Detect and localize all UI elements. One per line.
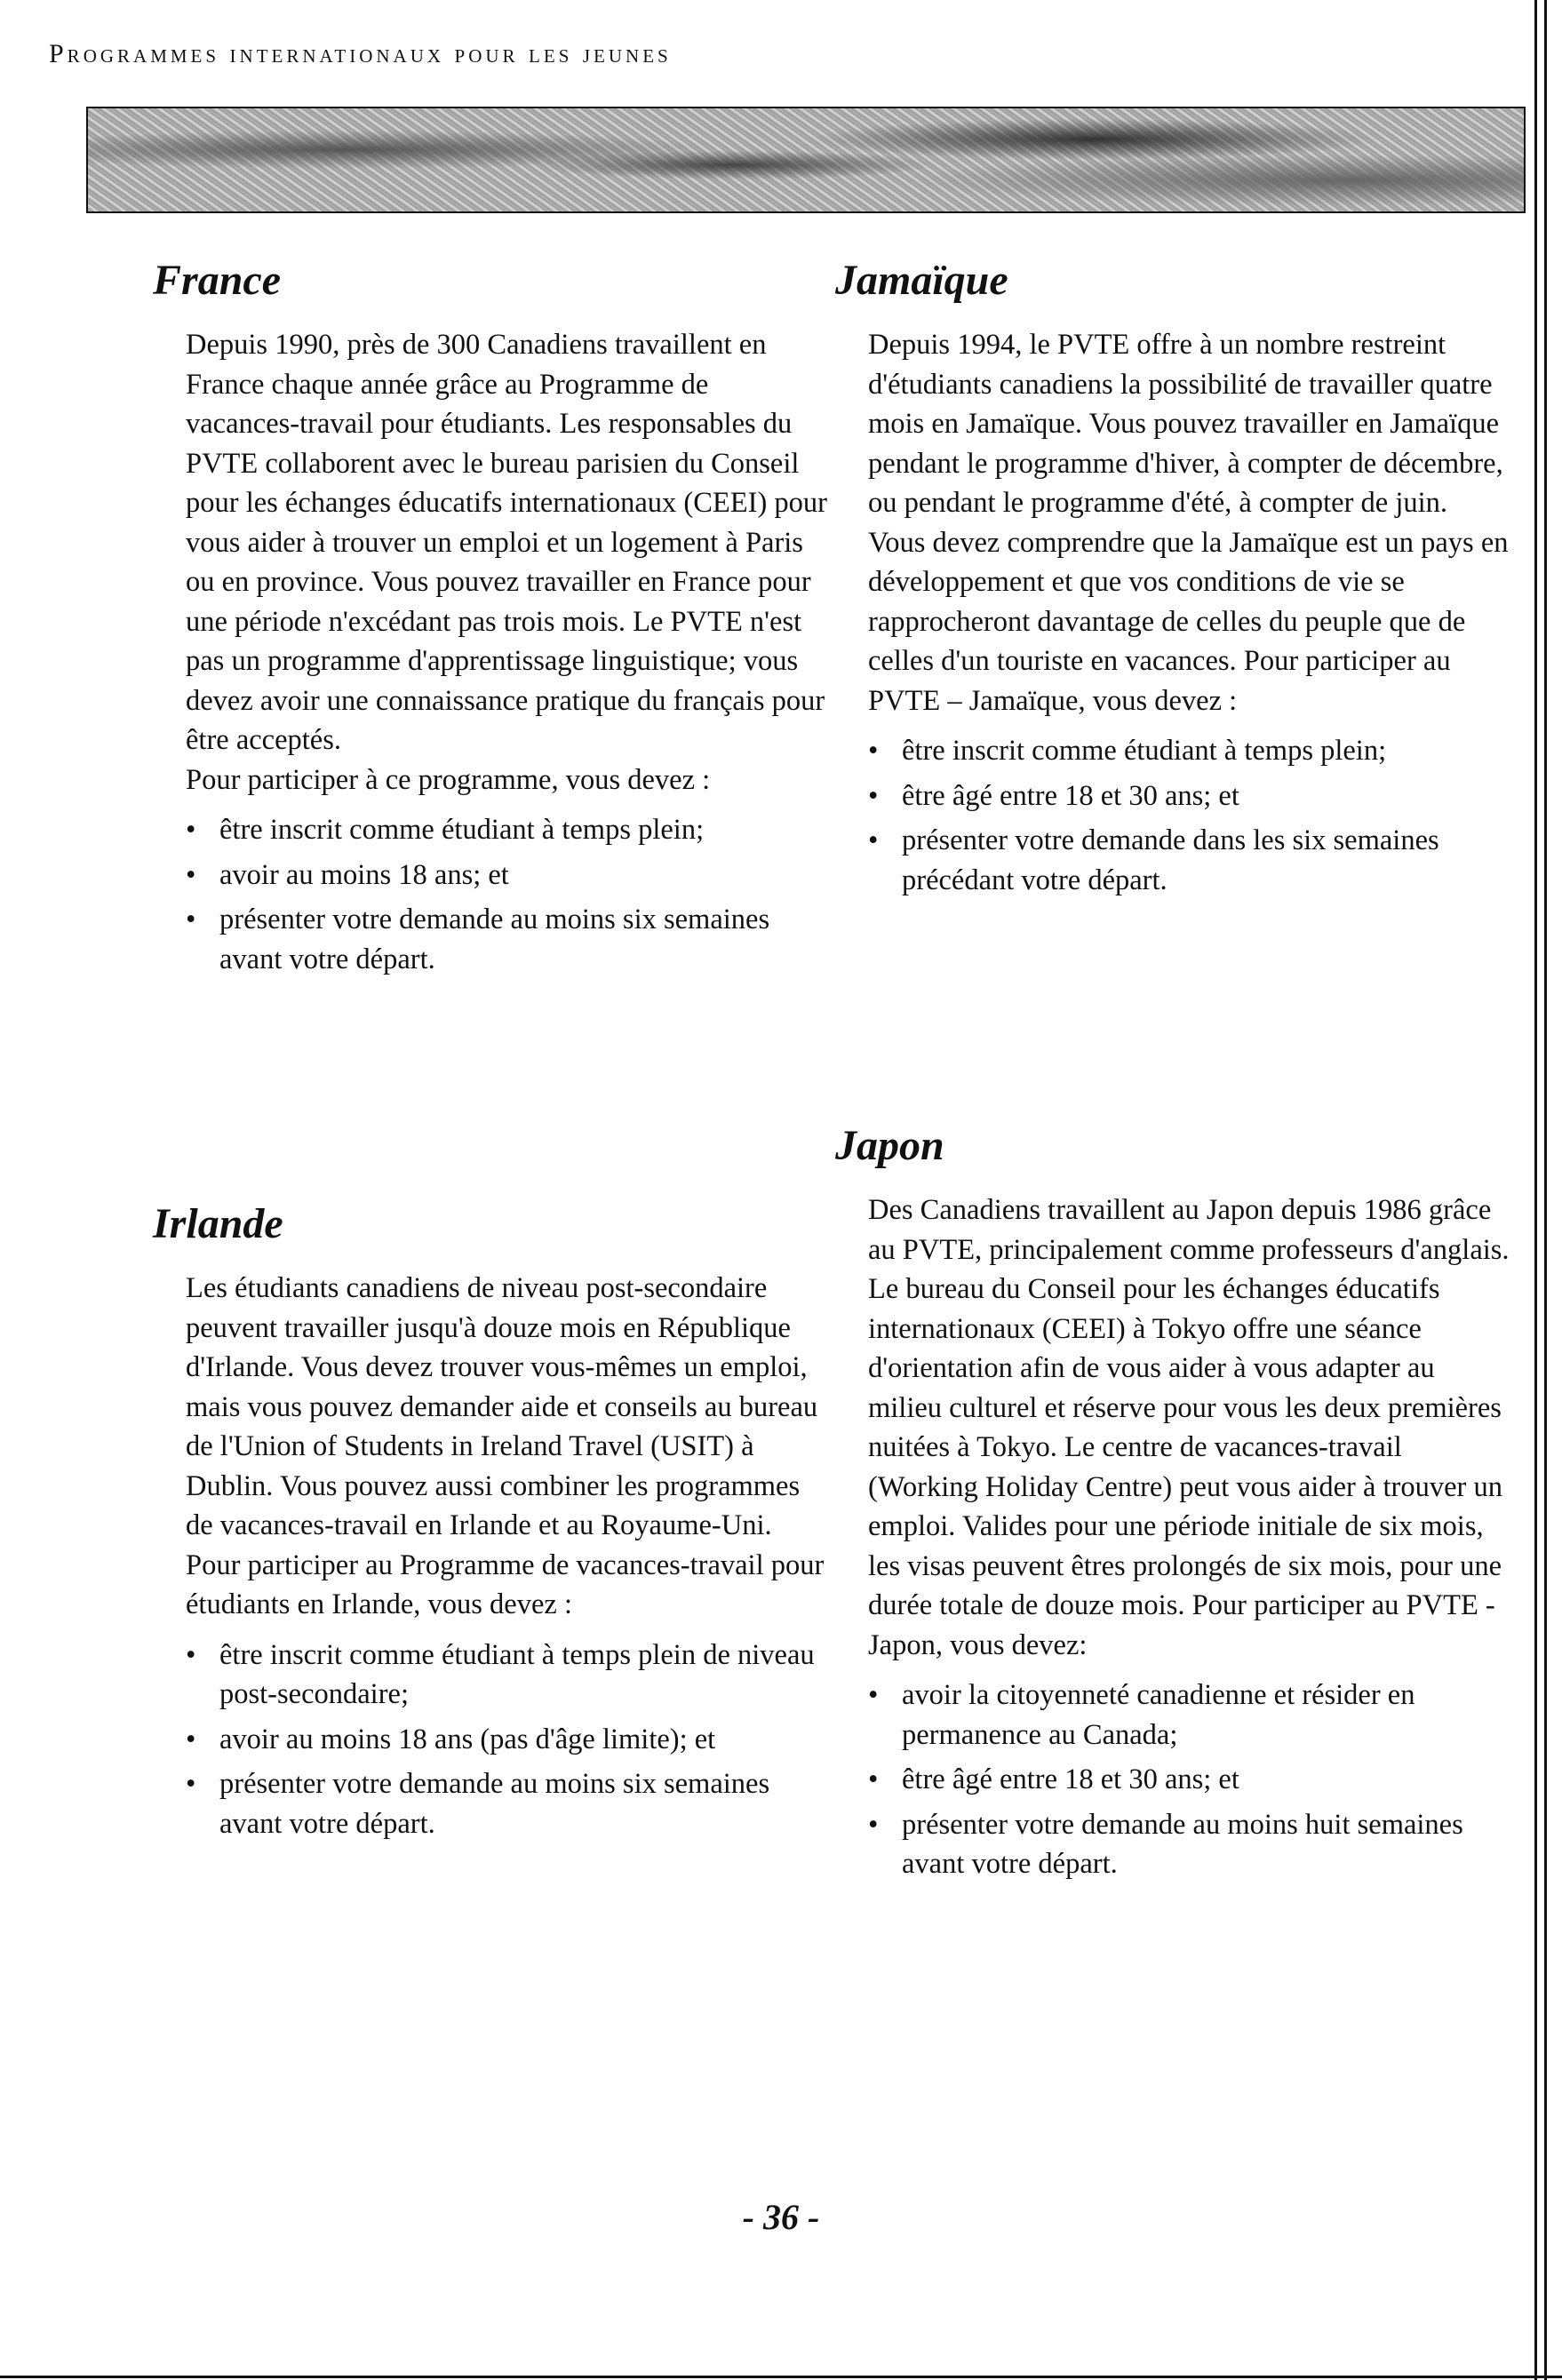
list-item: • être inscrit comme étudiant à temps plein de niveau post-secondaire; xyxy=(186,1636,828,1715)
section-france xyxy=(153,256,828,984)
requirements-list xyxy=(186,810,828,979)
page-bottom-rule xyxy=(0,2376,1562,2378)
list-item: • avoir au moins 18 ans; et xyxy=(186,856,828,895)
section-body xyxy=(153,325,828,979)
bullet-icon: • xyxy=(868,1679,879,1711)
section-title: Japon xyxy=(835,1122,944,1169)
bullet-icon: • xyxy=(868,1808,879,1841)
bullet-icon: • xyxy=(868,779,879,812)
list-item: • présenter votre demande au moins huit semaines avant votre départ. xyxy=(868,1805,1510,1884)
bullet-icon: • xyxy=(186,1638,196,1671)
requirements-list xyxy=(868,1676,1510,1884)
list-item: • être inscrit comme étudiant à temps plein; xyxy=(186,810,828,850)
section-title: Irlande xyxy=(153,1200,283,1247)
list-item: • avoir la citoyenneté canadienne et résider en permanence au Canada; xyxy=(868,1676,1510,1755)
bullet-icon: • xyxy=(186,1768,196,1800)
bullet-icon: • xyxy=(186,903,196,935)
section-paragraph: Des Canadiens travaillent au Japon depuis 1986 grâce au PVTE, principalement comme professeurs d'anglais. Le bureau du Conseil pour les échanges éducatifs internationaux (CEEI) à Tokyo offre une séance d'orientation afin de vous aider à vous adapter au milieu culturel et réserve pour vous les deux premières nuitées à Tokyo. Le centre de vacances-travail (Working Holiday Centre) peut vous aider à trouver un emploi. Valides pour une période initiale de six mois, les visas peuvent êtres prolongés de six mois, pour une durée totale de douze mois. Pour participer au PVTE - Japon, vous devez: xyxy=(868,1194,1510,1661)
bullet-icon: • xyxy=(868,1763,879,1795)
page-edge-rule xyxy=(1534,0,1537,2380)
list-item: • avoir au moins 18 ans (pas d'âge limite); et xyxy=(186,1720,828,1760)
running-header: Programmes internationaux pour les jeunes xyxy=(49,39,672,68)
section-japon xyxy=(835,1121,1510,1890)
page-edge-rule xyxy=(1544,0,1547,2380)
section-paragraph: Depuis 1994, le PVTE offre à un nombre restreint d'étudiants canadiens la possibilité de travailler quatre mois en Jamaïque. Vous pouvez travailler en Jamaïque pendant le programme d'hiver, à compter de décembre, ou pendant le programme d'été, à compter de juin. Vous devez comprendre que la Jamaïque est un pays en développement et que vos conditions de vie se rapprocheront davantage de celles du peuple que de celles d'un touriste en vacances. Pour participer au PVTE – Jamaïque, vous devez : xyxy=(868,329,1509,717)
bullet-icon: • xyxy=(186,1723,196,1755)
bullet-icon: • xyxy=(186,858,196,891)
world-map-banner xyxy=(86,107,1526,213)
bullet-icon: • xyxy=(868,824,879,856)
section-paragraph: Les étudiants canadiens de niveau post-secondaire peuvent travailler jusqu'à douze mois en République d'Irlande. Vous devez trouver vous-mêmes un emploi, mais vous pouvez demander aide et conseils au bureau de l'Union of Students in Ireland Travel (USIT) à Dublin. Vous pouvez aussi combiner les programmes de vacances-travail en Irlande et au Royaume-Uni. Pour participer au Programme de vacances-travail pour étudiants en Irlande, vous devez : xyxy=(186,1272,825,1620)
list-item: • présenter votre demande au moins six semaines avant votre départ. xyxy=(186,900,828,979)
section-title: France xyxy=(153,257,281,304)
bullet-icon: • xyxy=(868,735,879,767)
requirements-list xyxy=(868,731,1510,900)
list-item: • être inscrit comme étudiant à temps plein; xyxy=(868,731,1510,771)
page-number: - 36 - xyxy=(742,2197,820,2237)
section-body xyxy=(835,325,1510,900)
section-body xyxy=(835,1190,1510,1884)
list-item: • présenter votre demande au moins six semaines avant votre départ. xyxy=(186,1764,828,1843)
section-body xyxy=(153,1269,828,1843)
section-jamaique xyxy=(835,256,1510,905)
section-title: Jamaïque xyxy=(835,257,1008,304)
section-intro: Pour participer à ce programme, vous devez : xyxy=(186,763,711,796)
requirements-list xyxy=(186,1636,828,1844)
list-item: • être âgé entre 18 et 30 ans; et xyxy=(868,1760,1510,1800)
list-item: • présenter votre demande dans les six semaines précédant votre départ. xyxy=(868,821,1510,900)
section-irlande xyxy=(153,1199,828,1849)
bullet-icon: • xyxy=(186,814,196,846)
list-item: • être âgé entre 18 et 30 ans; et xyxy=(868,776,1510,816)
section-paragraph: Depuis 1990, près de 300 Canadiens travaillent en France chaque année grâce au Programme de vacances-travail pour étudiants. Les responsables du PVTE collaborent avec le bureau parisien du Conseil pour les échanges éducatifs internationaux (CEEI) pour vous aider à trouver un emploi et un logement à Paris ou en province. Vous pouvez travailler en France pour une période n'excédant pas trois mois. Le PVTE n'est pas un programme d'apprentissage linguistique; vous devez avoir une connaissance pratique du français pour être acceptés. xyxy=(186,329,827,756)
